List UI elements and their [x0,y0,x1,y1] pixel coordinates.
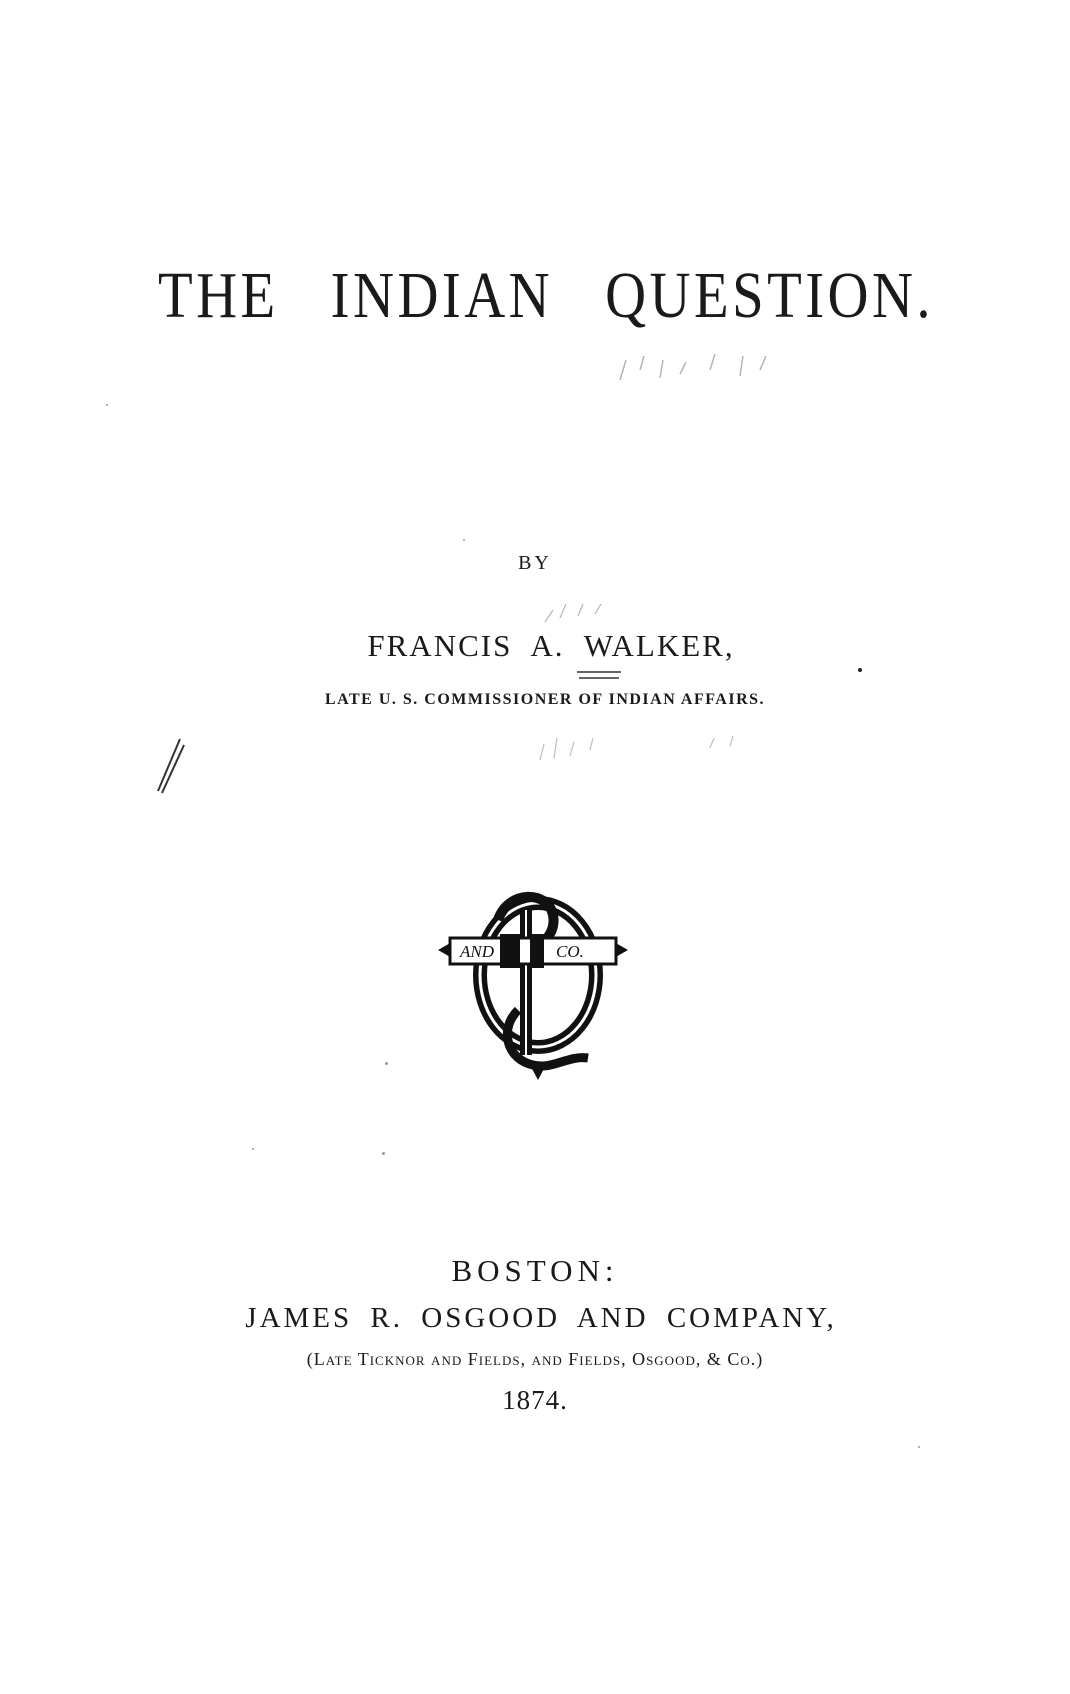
by-line: BY [518,552,552,574]
paper-speck [385,1062,388,1065]
paper-speck [106,404,108,406]
margin-slash-mark [150,735,190,795]
author-role: LATE U. S. COMMISSIONER OF INDIAN AFFAIRS. [324,691,766,708]
imprint-publisher: JAMES R. OSGOOD AND COMPANY, [245,1302,837,1334]
author-underline-mark [575,668,625,682]
paper-speck [858,668,862,672]
imprint-note: (Late Ticknor and Fields, and Fields, Osgood, & Co.) [306,1349,764,1369]
paper-speck [382,1152,385,1155]
pencil-marks-title [610,340,810,400]
logo-co-text: CO. [556,942,584,961]
author-name: FRANCIS A. WALKER, [367,628,735,663]
pencil-marks-author [540,598,620,628]
paper-speck [463,539,465,541]
imprint-city: BOSTON: [451,1253,619,1288]
logo-and-text: AND [460,942,494,961]
publisher-monogram-logo [438,880,628,1080]
paper-speck [252,1148,254,1150]
book-title: THE INDIAN QUESTION. [157,259,935,332]
pencil-marks-role [530,720,780,770]
paper-speck [918,1446,920,1448]
imprint-year: 1874. [502,1385,568,1415]
